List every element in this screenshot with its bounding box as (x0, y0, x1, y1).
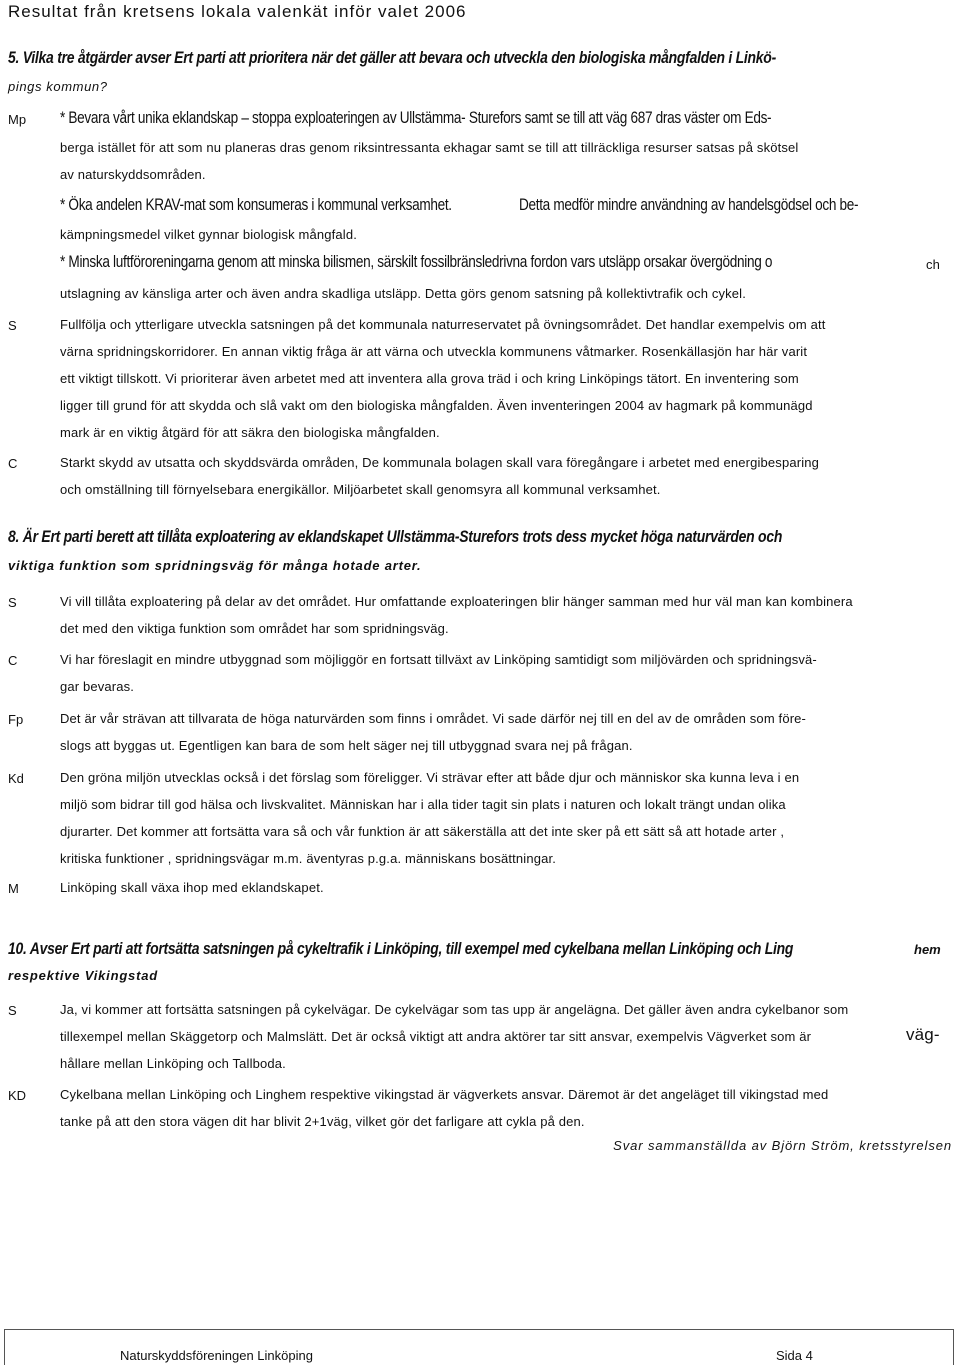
answer-mp-krav-tail (519, 191, 959, 219)
party-label-c: C (8, 456, 18, 471)
answer-s-line-1: Fullfölja och ytterligare utveckla satsningen på det kommunala naturreservatet på övningsområdet. Det handlar exempelvis om att (60, 317, 826, 332)
answer-c-q8 (60, 646, 952, 700)
answer-s-line-3: ett viktigt tillskott. Vi prioriterar även arbetet med att inventera alla grova träd i och kring Linköpings tätort. En inventering som (60, 371, 799, 386)
answer-mp-cont-2 (60, 221, 952, 248)
answer-fp-q8 (60, 705, 952, 759)
answer-mp-och (926, 251, 956, 278)
answer-kd-q10-line-2: tanke på att den stora vägen dit har blivit 2+1väg, vilket gör det farligare att cykla på den. (60, 1114, 585, 1129)
footer-page-number: Sida 4 (776, 1348, 813, 1363)
answer-s-line-5: mark är en viktig åtgärd för att säkra den biologiska mångfalden. (60, 425, 440, 440)
party-label-kd-q8: Kd (8, 771, 24, 786)
question-5-line-2: pings kommun? (8, 79, 108, 94)
answer-fp-q8-line-2: slogs att byggas ut. Egentligen kan bara de som helt säger nej till utbyggnad svara nej på frågan. (60, 738, 633, 753)
answer-kd-q10-line-1: Cykelbana mellan Linköping och Linghem respektive vikingstad är vägverkets ansvar. Däremot är det angeläget till vikingstad med (60, 1087, 829, 1102)
question-10 (8, 937, 943, 961)
party-label-s-q8: S (8, 595, 17, 610)
page-title: Resultat från kretsens lokala valenkät inför valet 2006 (8, 2, 467, 21)
answer-s-line-4: ligger till grund för att skydda och slå vakt om den biologiska mångfalden. Även inventeringen 2004 av hagmark på kommunägd (60, 398, 813, 413)
answer-s-q10 (60, 996, 952, 1050)
party-label-s-q10: S (8, 1003, 17, 1018)
answer-mp-minska (60, 248, 952, 276)
answer-s-q10-line-3: väg- (906, 1025, 940, 1044)
answer-s-q10-line-2: tillexempel mellan Skäggetorp och Malmslätt. Det är också viktigt att andra aktörer tar sitt ansvar, exempelvis Vägverket som är (60, 1029, 812, 1044)
answer-c-line-2: och omställning till förnyelsebara energikällor. Miljöarbetet skall genomsyra all kommunal verksamhet. (60, 482, 661, 497)
answer-s-q10-line-1: Ja, vi kommer att fortsätta satsningen på cykelvägar. De cykelvägar som tas upp är angelägna. Det gäller även andra cykelbanor som (60, 1002, 849, 1017)
answer-s-q10-cont (60, 1050, 952, 1077)
answer-m-q8-line-1: Linköping skall växa ihop med eklandskapet. (60, 880, 324, 895)
answer-c-line-1: Starkt skydd av utsatta och skyddsvärda områden, De kommunala bolagen skall vara föregångare i arbetet med energibesparing (60, 455, 819, 470)
answer-mp-line-3: av naturskyddsområden. (60, 167, 206, 182)
answer-mp-cont (60, 134, 952, 188)
answer-s-line-2: värna spridningskorridorer. En annan viktig fråga är att värna och utveckla kommunens våtmarker. Rosenkällasjön har här varit (60, 344, 808, 359)
footer-organization: Naturskyddsföreningen Linköping (120, 1348, 313, 1363)
answer-s-q8-line-1: Vi vill tillåta exploatering på delar av det området. Hur omfattande exploateringen blir hänger samman med hur väl man kan kombinera (60, 594, 853, 609)
party-label-mp: Mp (8, 112, 27, 127)
answer-mp-line-1: * Bevara vårt unika eklandskap – stoppa exploateringen av Ullstämma- Sturefors samt se till att väg 687 dras väster om Eds- (60, 108, 772, 127)
question-8-line-1: 8. Är Ert parti berett att tillåta exploatering av eklandskapet Ullstämma-Sturefors trots dess mycket höga naturvärden och (8, 527, 783, 546)
party-label-c-q8: C (8, 653, 18, 668)
answer-mp-line-4: * Öka andelen KRAV-mat som konsumeras i kommunal verksamhet. (60, 195, 452, 214)
party-label-s: S (8, 318, 17, 333)
answer-mp-line-9: utslagning av känsliga arter och även andra skadliga utsläpp. Detta görs genom satsning på kollektivtrafik och cykel. (60, 286, 746, 301)
party-label-kd-q10: KD (8, 1088, 27, 1103)
answer-fp-q8-line-1: Det är vår strävan att tillvarata de höga naturvärden som finns i området. Vi sade därför nej till en del av de områden som före- (60, 711, 807, 726)
party-label-m-q8: M (8, 881, 19, 896)
answer-s-q10-line-4: hållare mellan Linköping och Tallboda. (60, 1056, 286, 1071)
question-8 (8, 525, 943, 549)
answer-kd-q10 (60, 1081, 952, 1135)
answer-s-q8 (60, 588, 952, 642)
question-8-line-2: viktiga funktion som spridningsväg för många hotade arter. (8, 558, 422, 573)
answer-mp (60, 104, 952, 132)
answer-kd-q8 (60, 764, 952, 872)
answer-kd-q8-line-4: kritiska funktioner , spridningsvägar m.m. äventyras p.g.a. människans bosättningar. (60, 851, 556, 866)
answer-mp-cont-3 (60, 280, 952, 307)
question-10-line-1-tail: hem (914, 942, 941, 957)
answer-c-q8-line-2: gar bevaras. (60, 679, 135, 694)
answer-mp-line-6: kämpningsmedel vilket gynnar biologisk mångfald. (60, 227, 357, 242)
answer-mp-line-5: Detta medför mindre användning av handelsgödsel och be- (519, 195, 859, 214)
answer-mp-line-8: ch (926, 257, 941, 272)
answer-kd-q8-line-2: miljö som bidrar till god hälsa och livskvalitet. Människan har i alla tider tagit sin plats i naturen och lokalt trängt undan olika (60, 797, 786, 812)
answer-mp-line-2: berga istället för att som nu planeras dras genom riksintressanta ekhagar samt se till att tillräckliga resurser satsas på skötsel (60, 140, 799, 155)
answer-kd-q8-line-1: Den gröna miljön utvecklas också i det förslag som föreligger. Vi strävar efter att både djur och människor ska kunna leva i en (60, 770, 800, 785)
answer-s (60, 311, 952, 446)
party-label-fp-q8: Fp (8, 712, 24, 727)
question-10-line-2: respektive Vikingstad (8, 968, 158, 983)
answer-c (60, 449, 952, 503)
answer-kd-q8-line-3: djurarter. Det kommer att fortsätta vara så och vår funktion är att säkerställa att det inte sker på ett sätt så att hotade arter , (60, 824, 785, 839)
answer-c-q8-line-1: Vi har föreslagit en mindre utbyggnad som möjliggör en fortsatt tillväxt av Linköping samtidigt som miljövärden och spridningsvä- (60, 652, 817, 667)
answer-s-q8-line-2: det med den viktiga funktion som området har som spridningsväg. (60, 621, 449, 636)
question-5 (8, 46, 943, 70)
answer-mp-line-7: * Minska luftföroreningarna genom att minska bilismen, särskilt fossilbränsledrivna fordon vars utsläpp orsakar övergödning o (60, 252, 773, 271)
question-10-line-1: 10. Avser Ert parti att fortsätta satsningen på cykeltrafik i Linköping, till exempel med cykelbana mellan Linköping och Ling (8, 939, 794, 958)
question-5-line-1: 5. Vilka tre åtgärder avser Ert parti att prioritera när det gäller att bevara och utveckla den biologiska mångfalden i Linkö- (8, 48, 776, 67)
answer-s-q10-vag (906, 1021, 956, 1048)
answer-m-q8 (60, 874, 952, 901)
signature: Svar sammanställda av Björn Ström, kretsstyrelsen (613, 1138, 952, 1153)
